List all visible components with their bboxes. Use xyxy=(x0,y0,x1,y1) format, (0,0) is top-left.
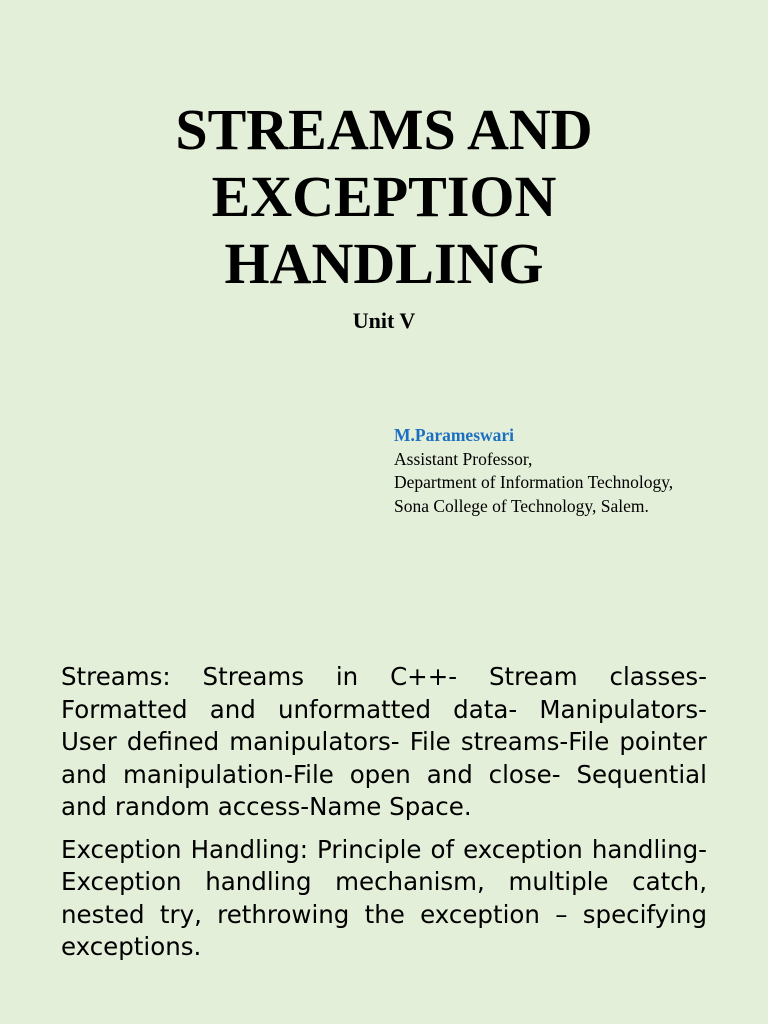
author-designation: Assistant Professor, xyxy=(394,448,533,469)
title-line-1: STREAMS AND xyxy=(175,97,593,162)
title-line-3: HANDLING xyxy=(224,231,544,296)
slide-title xyxy=(0,96,768,297)
streams-paragraph: Streams: Streams in C++- Stream classes- Formatted and unformatted data- Manipulators- User defined manipulators- File streams-File pointer and manipulation-File open and close- Sequential and random access-Name Space. xyxy=(61,662,707,821)
author-block xyxy=(394,424,754,518)
author-department: Department of Information Technology, xyxy=(394,472,674,492)
author-name: M.Parameswari xyxy=(394,425,515,445)
slide-content xyxy=(61,661,707,974)
author-college: Sona College of Technology, Salem. xyxy=(394,495,649,516)
exception-handling-paragraph: Exception Handling: Principle of exception handling- Exception handling mechanism, multiple catch, nested try, rethrowing the exception – specifying exceptions. xyxy=(61,834,707,961)
title-line-2: EXCEPTION xyxy=(211,164,557,229)
slide-subtitle: Unit V xyxy=(352,308,416,333)
